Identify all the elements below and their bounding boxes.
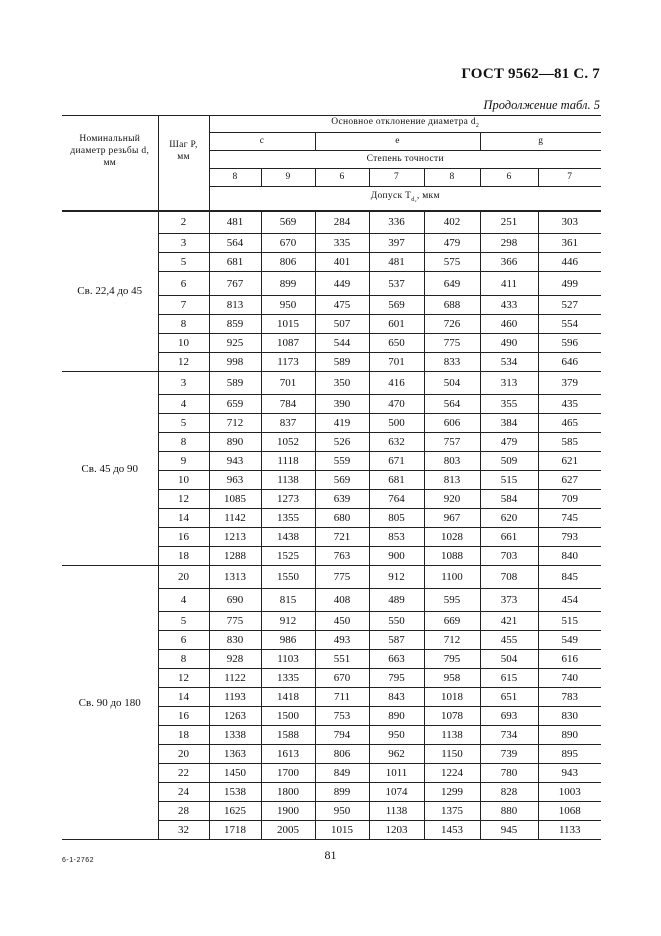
tolerance-cell: 793 (538, 528, 601, 547)
tolerance-cell: 950 (261, 296, 315, 315)
pitch-cell: 18 (158, 547, 209, 566)
tolerance-cell: 390 (315, 395, 369, 414)
tolerance-cell: 596 (538, 334, 601, 353)
tolerance-cell: 1453 (424, 821, 480, 840)
tolerance-cell: 373 (480, 589, 538, 612)
tolerance-cell: 1273 (261, 490, 315, 509)
pitch-cell: 12 (158, 353, 209, 372)
tolerance-cell: 890 (209, 433, 261, 452)
tolerance-cell: 1625 (209, 802, 261, 821)
tolerance-cell: 507 (315, 315, 369, 334)
tolerance-cell: 958 (424, 669, 480, 688)
pitch-cell: 20 (158, 566, 209, 589)
tolerance-cell: 1438 (261, 528, 315, 547)
tolerance-cell: 753 (315, 707, 369, 726)
pitch-cell: 18 (158, 726, 209, 745)
tolerance-cell: 1085 (209, 490, 261, 509)
tolerance-cell: 446 (538, 253, 601, 272)
tolerance-cell: 680 (315, 509, 369, 528)
tolerance-cell: 1138 (424, 726, 480, 745)
tolerance-cell: 500 (369, 414, 424, 433)
tolerance-cell: 795 (424, 650, 480, 669)
tolerance-cell: 734 (480, 726, 538, 745)
tolerance-cell: 616 (538, 650, 601, 669)
tolerance-cell: 806 (261, 253, 315, 272)
table-row (62, 372, 601, 395)
tolerance-cell: 1052 (261, 433, 315, 452)
tolerance-cell: 569 (315, 471, 369, 490)
tolerance-cell: 416 (369, 372, 424, 395)
tolerance-cell: 537 (369, 272, 424, 296)
diameter-range: Св. 22,4 до 45 (62, 211, 158, 372)
tolerance-cell: 379 (538, 372, 601, 395)
tolerance-cell: 967 (424, 509, 480, 528)
tolerance-cell: 1525 (261, 547, 315, 566)
tolerance-cell: 1074 (369, 783, 424, 802)
tolerance-cell: 849 (315, 764, 369, 783)
tolerance-cell: 681 (209, 253, 261, 272)
tolerance-cell: 757 (424, 433, 480, 452)
tolerance-cell: 767 (209, 272, 261, 296)
table-row (62, 211, 601, 234)
tolerance-cell: 1363 (209, 745, 261, 764)
tolerance-cell: 1418 (261, 688, 315, 707)
pitch-cell: 4 (158, 589, 209, 612)
tolerance-cell: 845 (538, 566, 601, 589)
tolerance-cell: 454 (538, 589, 601, 612)
tolerance-cell: 595 (424, 589, 480, 612)
tolerance-cell: 659 (209, 395, 261, 414)
tolerance-cell: 928 (209, 650, 261, 669)
tolerance-cell: 554 (538, 315, 601, 334)
table-row (62, 566, 601, 589)
tolerance-cell: 1011 (369, 764, 424, 783)
tolerance-cell: 880 (480, 802, 538, 821)
tolerance-cell: 815 (261, 589, 315, 612)
tolerance-cell: 943 (209, 452, 261, 471)
tolerance-cell: 859 (209, 315, 261, 334)
tolerance-cell: 615 (480, 669, 538, 688)
tolerance-cell: 1263 (209, 707, 261, 726)
tolerance-cell: 813 (209, 296, 261, 315)
tolerance-cell: 361 (538, 234, 601, 253)
tolerance-cell: 783 (538, 688, 601, 707)
tolerance-cell: 899 (315, 783, 369, 802)
tolerance-cell: 1018 (424, 688, 480, 707)
tolerance-cell: 890 (369, 707, 424, 726)
tolerance-cell: 526 (315, 433, 369, 452)
tolerance-cell: 690 (209, 589, 261, 612)
tolerance-cell: 621 (538, 452, 601, 471)
tolerance-cell: 408 (315, 589, 369, 612)
tolerance-cell: 739 (480, 745, 538, 764)
pitch-cell: 7 (158, 296, 209, 315)
diameter-range: Св. 90 до 180 (62, 566, 158, 840)
pitch-cell: 5 (158, 414, 209, 433)
tolerance-cell: 763 (315, 547, 369, 566)
tolerance-cell: 701 (261, 372, 315, 395)
header-accuracy-grade: Степень точности (209, 151, 601, 169)
tolerance-cell: 833 (424, 353, 480, 372)
tolerance-cell: 584 (480, 490, 538, 509)
tolerance-cell: 1338 (209, 726, 261, 745)
tolerance-cell: 1078 (424, 707, 480, 726)
tolerance-cell: 627 (538, 471, 601, 490)
tolerance-cell: 912 (261, 612, 315, 631)
tolerance-cell: 1015 (261, 315, 315, 334)
tolerance-cell: 837 (261, 414, 315, 433)
tolerance-cell: 551 (315, 650, 369, 669)
tolerance-cell: 550 (369, 612, 424, 631)
page-header (0, 66, 661, 86)
tolerance-cell: 1122 (209, 669, 261, 688)
tolerance-cell: 693 (480, 707, 538, 726)
tolerance-cell: 313 (480, 372, 538, 395)
tolerance-cell: 945 (480, 821, 538, 840)
header-letter-e: e (315, 133, 480, 151)
tolerance-cell: 384 (480, 414, 538, 433)
tolerance-cell: 703 (480, 547, 538, 566)
tolerance-cell: 1068 (538, 802, 601, 821)
tolerance-cell: 726 (424, 315, 480, 334)
header-deviation (209, 116, 601, 133)
tolerance-cell: 998 (209, 353, 261, 372)
tolerance-cell: 2005 (261, 821, 315, 840)
header-tolerance-subscript: d₂ (411, 196, 417, 203)
header-grade: 9 (261, 169, 315, 187)
tolerance-cell: 433 (480, 296, 538, 315)
tolerance-cell: 564 (209, 234, 261, 253)
tolerance-cell: 1133 (538, 821, 601, 840)
tolerance-cell: 587 (369, 631, 424, 650)
header-letter-g: g (480, 133, 601, 151)
tolerance-cell: 1138 (369, 802, 424, 821)
tolerance-cell: 925 (209, 334, 261, 353)
tolerance-cell: 681 (369, 471, 424, 490)
tolerance-cell: 1313 (209, 566, 261, 589)
tolerance-cell: 943 (538, 764, 601, 783)
pitch-cell: 28 (158, 802, 209, 821)
tolerance-cell: 1335 (261, 669, 315, 688)
tolerance-cell: 1088 (424, 547, 480, 566)
header-nominal-blank (62, 187, 158, 211)
pitch-cell: 10 (158, 471, 209, 490)
tolerance-cell: 794 (315, 726, 369, 745)
pitch-cell: 5 (158, 612, 209, 631)
header-grade: 7 (538, 169, 601, 187)
tolerance-cell: 813 (424, 471, 480, 490)
tolerance-cell: 1588 (261, 726, 315, 745)
tolerance-cell: 899 (261, 272, 315, 296)
tolerance-cell: 986 (261, 631, 315, 650)
tolerance-cell: 335 (315, 234, 369, 253)
pitch-cell: 6 (158, 631, 209, 650)
pitch-cell: 22 (158, 764, 209, 783)
tolerance-cell: 1173 (261, 353, 315, 372)
tolerance-cell: 411 (480, 272, 538, 296)
tolerance-cell: 1550 (261, 566, 315, 589)
tolerance-cell: 515 (538, 612, 601, 631)
tolerance-cell: 1150 (424, 745, 480, 764)
tolerance-cell: 475 (315, 296, 369, 315)
tolerance-cell: 805 (369, 509, 424, 528)
tolerance-cell: 711 (315, 688, 369, 707)
tolerance-cell: 843 (369, 688, 424, 707)
tolerance-cell: 1003 (538, 783, 601, 802)
pitch-cell: 14 (158, 509, 209, 528)
tolerance-cell: 671 (369, 452, 424, 471)
tolerance-cell: 828 (480, 783, 538, 802)
tolerance-cell: 745 (538, 509, 601, 528)
tolerance-cell: 298 (480, 234, 538, 253)
tolerance-cell: 900 (369, 547, 424, 566)
tolerance-cell: 1118 (261, 452, 315, 471)
tolerance-cell: 962 (369, 745, 424, 764)
header-tolerance (209, 187, 601, 211)
tolerance-cell: 449 (315, 272, 369, 296)
tolerance-cell: 1138 (261, 471, 315, 490)
tolerance-cell: 708 (480, 566, 538, 589)
tolerance-cell: 515 (480, 471, 538, 490)
tolerance-cell: 450 (315, 612, 369, 631)
tolerance-cell: 559 (315, 452, 369, 471)
tolerance-cell: 632 (369, 433, 424, 452)
document-title: ГОСТ 9562—81 С. 7 (461, 66, 600, 82)
header-grade: 6 (480, 169, 538, 187)
tolerance-cell: 795 (369, 669, 424, 688)
tolerance-cell: 1299 (424, 783, 480, 802)
pitch-cell: 8 (158, 433, 209, 452)
header-tolerance-text: Допуск T (370, 190, 412, 201)
tolerance-cell: 421 (480, 612, 538, 631)
tolerance-cell: 1087 (261, 334, 315, 353)
pitch-cell: 32 (158, 821, 209, 840)
tolerance-cell: 764 (369, 490, 424, 509)
header-deviation-text: Основное отклонение диаметра d (331, 116, 476, 127)
tolerance-cell: 1015 (315, 821, 369, 840)
tolerance-cell: 504 (480, 650, 538, 669)
tolerance-cell: 775 (424, 334, 480, 353)
tolerance-cell: 620 (480, 509, 538, 528)
pitch-cell: 8 (158, 650, 209, 669)
tolerance-cell: 284 (315, 211, 369, 234)
pitch-cell: 9 (158, 452, 209, 471)
diameter-range: Св. 45 до 90 (62, 372, 158, 566)
tolerance-cell: 784 (261, 395, 315, 414)
tolerance-cell: 1203 (369, 821, 424, 840)
tolerance-cell: 534 (480, 353, 538, 372)
tolerance-cell: 350 (315, 372, 369, 395)
tolerance-cell: 493 (315, 631, 369, 650)
tolerance-cell: 1900 (261, 802, 315, 821)
tolerance-cell: 670 (261, 234, 315, 253)
pitch-cell: 16 (158, 707, 209, 726)
tolerance-cell: 712 (209, 414, 261, 433)
tolerance-cell: 455 (480, 631, 538, 650)
tolerance-cell: 479 (424, 234, 480, 253)
tolerance-cell: 575 (424, 253, 480, 272)
tolerance-cell: 646 (538, 353, 601, 372)
tolerance-cell: 1028 (424, 528, 480, 547)
tolerance-cell: 709 (538, 490, 601, 509)
tolerance-cell: 840 (538, 547, 601, 566)
tolerance-cell: 336 (369, 211, 424, 234)
tolerance-cell: 589 (315, 353, 369, 372)
tolerance-cell: 479 (480, 433, 538, 452)
tolerance-cell: 465 (538, 414, 601, 433)
tolerance-cell: 1142 (209, 509, 261, 528)
table-continuation-label: Продолжение табл. 5 (483, 98, 600, 112)
tolerance-cell: 1224 (424, 764, 480, 783)
tolerance-cell: 401 (315, 253, 369, 272)
tolerance-cell: 509 (480, 452, 538, 471)
tolerance-cell: 251 (480, 211, 538, 234)
tolerance-cell: 481 (369, 253, 424, 272)
pitch-cell: 5 (158, 253, 209, 272)
tolerance-cell: 920 (424, 490, 480, 509)
header-grade: 8 (209, 169, 261, 187)
tolerance-cell: 639 (315, 490, 369, 509)
pitch-cell: 24 (158, 783, 209, 802)
tolerance-cell: 721 (315, 528, 369, 547)
pitch-cell: 6 (158, 272, 209, 296)
header-nominal-diameter: Номинальный диаметр резьбы d, мм (62, 116, 158, 187)
tolerance-cell: 1288 (209, 547, 261, 566)
tolerance-cell: 661 (480, 528, 538, 547)
tolerance-cell: 775 (209, 612, 261, 631)
tolerance-cell: 366 (480, 253, 538, 272)
tolerance-cell: 890 (538, 726, 601, 745)
tolerance-cell: 1450 (209, 764, 261, 783)
tolerance-cell: 355 (480, 395, 538, 414)
pitch-cell: 14 (158, 688, 209, 707)
header-grade: 8 (424, 169, 480, 187)
tolerance-cell: 419 (315, 414, 369, 433)
tolerance-cell: 803 (424, 452, 480, 471)
tolerance-cell: 1375 (424, 802, 480, 821)
tolerance-cell: 806 (315, 745, 369, 764)
tolerance-cell: 1355 (261, 509, 315, 528)
tolerance-cell: 460 (480, 315, 538, 334)
page-number: 81 (324, 848, 337, 862)
tolerance-cell: 740 (538, 669, 601, 688)
tolerance-cell: 780 (480, 764, 538, 783)
pitch-cell: 3 (158, 372, 209, 395)
tolerance-cell: 1213 (209, 528, 261, 547)
tolerance-cell: 397 (369, 234, 424, 253)
tolerance-cell: 1103 (261, 650, 315, 669)
tolerance-cell: 601 (369, 315, 424, 334)
tolerance-cell: 1500 (261, 707, 315, 726)
tolerance-cell: 1800 (261, 783, 315, 802)
pitch-cell: 4 (158, 395, 209, 414)
tolerance-cell: 585 (538, 433, 601, 452)
pitch-cell: 16 (158, 528, 209, 547)
tolerance-cell: 663 (369, 650, 424, 669)
tolerance-cell: 950 (315, 802, 369, 821)
tolerance-cell: 402 (424, 211, 480, 234)
pitch-cell: 2 (158, 211, 209, 234)
pitch-cell: 20 (158, 745, 209, 764)
tolerance-cell: 853 (369, 528, 424, 547)
tolerance-cell: 1613 (261, 745, 315, 764)
tolerance-cell: 569 (369, 296, 424, 315)
tolerance-cell: 669 (424, 612, 480, 631)
header-grade: 7 (369, 169, 424, 187)
tolerance-table (62, 115, 601, 840)
tolerance-cell: 895 (538, 745, 601, 764)
tolerance-cell: 830 (538, 707, 601, 726)
header-tolerance-unit: , мкм (416, 190, 440, 201)
header-letter-c: c (209, 133, 315, 151)
tolerance-cell: 470 (369, 395, 424, 414)
tolerance-cell: 549 (538, 631, 601, 650)
tolerance-cell: 712 (424, 631, 480, 650)
pitch-cell: 8 (158, 315, 209, 334)
tolerance-cell: 490 (480, 334, 538, 353)
tolerance-cell: 527 (538, 296, 601, 315)
tolerance-cell: 1538 (209, 783, 261, 802)
tolerance-cell: 303 (538, 211, 601, 234)
tolerance-cell: 435 (538, 395, 601, 414)
tolerance-cell: 950 (369, 726, 424, 745)
pitch-cell: 10 (158, 334, 209, 353)
tolerance-cell: 589 (209, 372, 261, 395)
tolerance-cell: 830 (209, 631, 261, 650)
tolerance-cell: 912 (369, 566, 424, 589)
tolerance-cell: 489 (369, 589, 424, 612)
pitch-cell: 12 (158, 669, 209, 688)
tolerance-cell: 651 (480, 688, 538, 707)
pitch-cell: 12 (158, 490, 209, 509)
tolerance-cell: 670 (315, 669, 369, 688)
tolerance-cell: 649 (424, 272, 480, 296)
tolerance-cell: 504 (424, 372, 480, 395)
tolerance-cell: 569 (261, 211, 315, 234)
tolerance-cell: 688 (424, 296, 480, 315)
tolerance-cell: 963 (209, 471, 261, 490)
pitch-cell: 3 (158, 234, 209, 253)
tolerance-cell: 564 (424, 395, 480, 414)
tolerance-cell: 481 (209, 211, 261, 234)
tolerance-cell: 701 (369, 353, 424, 372)
tolerance-cell: 650 (369, 334, 424, 353)
tolerance-cell: 606 (424, 414, 480, 433)
print-code: 6-1-2762 (62, 857, 95, 864)
tolerance-cell: 1718 (209, 821, 261, 840)
tolerance-cell: 775 (315, 566, 369, 589)
tolerance-cell: 1193 (209, 688, 261, 707)
tolerance-cell: 499 (538, 272, 601, 296)
tolerance-cell: 544 (315, 334, 369, 353)
header-deviation-subscript: 2 (475, 122, 480, 129)
header-grade: 6 (315, 169, 369, 187)
header-pitch: Шаг P, мм (158, 116, 209, 187)
tolerance-cell: 1700 (261, 764, 315, 783)
header-pitch-blank (158, 187, 209, 211)
tolerance-cell: 1100 (424, 566, 480, 589)
